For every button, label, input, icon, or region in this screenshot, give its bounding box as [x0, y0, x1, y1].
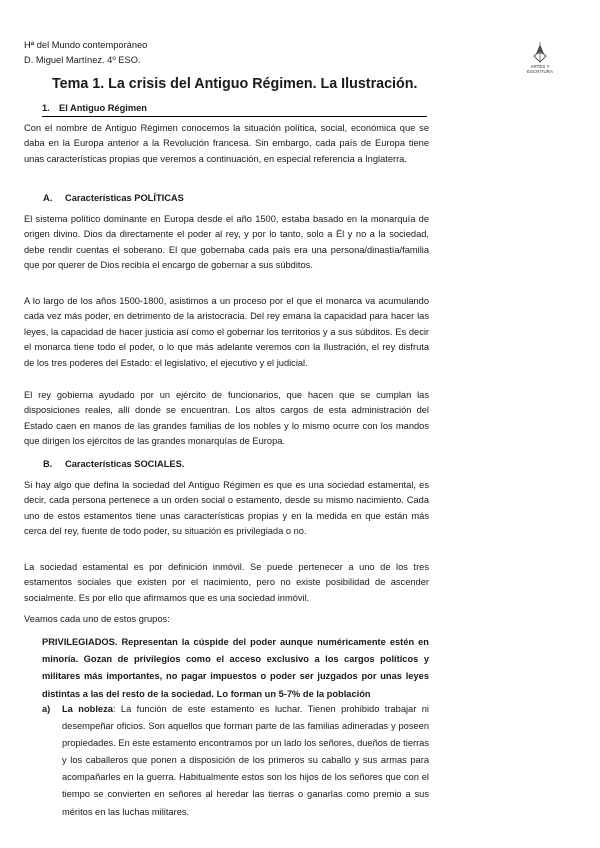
- section-number: 1.: [42, 103, 50, 113]
- paragraph: El sistema político dominante en Europa desde el año 1500, estaba basado en la monarquía de origen divino. Dios da directamente el poder al rey, y por lo tanto, solo a Él y no a la sociedad, debe rendir cuentas el soberano. El que gobernaba cada país era una persona/dinastía/familia que por querer de Dios recibía el encargo de gobernar a sus súbditos.: [24, 214, 429, 271]
- list-item-content: [62, 701, 429, 821]
- paragraph: La sociedad estamental es por definición inmóvil. Se puede pertenecer a uno de los tres estamentos sociales que existen por el nacimiento, pero no existe posibilidad de ascender socialmente. Es por ello que afirmamos que es una sociedad inmóvil.: [24, 562, 429, 603]
- paragraph: Si hay algo que defina la sociedad del Antiguo Régimen es que es una sociedad estamental, es decir, cada persona pertenece a un orden social o estamento, desde su mismo nacimiento. Cada uno de estos estamentos tiene unas características propias y en la medida en que están más cerca del rey, fuente de todo poder, su situación es privilegiada o no.: [24, 480, 429, 537]
- section-heading: [42, 103, 427, 117]
- logo-lettering: ARTES Y ESCRITURA: [526, 64, 553, 74]
- section-title: El Antiguo Régimen: [59, 103, 147, 113]
- subsection-heading-b: [43, 459, 184, 469]
- paragraph: A lo largo de los años 1500-1800, asistimos a un proceso por el que el monarca va acumulando cada vez más poder, en detrimento de la aristocracia. Del rey emana la capacidad para hacer las leyes, la capacidad de hacer justicia así como el gobernar los territorios y a sus súbditos. Es decir el monarca tiene todo el poder, o lo que más adelante veremos con la Ilustración, el rey disfruta de los tres poderes del Estado: el legislativo, el ejecutivo y el judicial.: [24, 296, 429, 368]
- course-name: Hª del Mundo contemporáneo: [24, 40, 148, 50]
- subsection-letter: B.: [43, 459, 53, 469]
- subsection-heading-a: [43, 193, 184, 203]
- subsection-title: Características SOCIALES.: [65, 459, 185, 469]
- teacher-name: D. Miguel Martínez. 4º ESO.: [24, 55, 141, 65]
- list-item-lead: La nobleza: [62, 704, 113, 714]
- document-header: [24, 38, 147, 68]
- page-title: Tema 1. La crisis del Antiguo Régimen. La Ilustración.: [52, 76, 418, 92]
- paragraph: El rey gobierna ayudado por un ejército de funcionarios, que hacen que se cumplan las disposiciones reales, allí donde se encuentran. Los altos cargos de esta administración del Estado caen en manos de las grandes familias de los nobles y lo mismo ocurre con los mandos que dirigen los ejércitos de las grandes monarquías de Europa.: [24, 390, 429, 447]
- list-item-text: : La función de este estamento es luchar. Tienen prohibido trabajar ni desempeñar oficios. Son aquellos que forman parte de las familias adineradas y poseen propiedades. En este estamento encontramos por un lado los señores, dueños de tierras y los caballeros que ponen a disposición de los primeros su caballo y sus armas para acompañarles en la guerra. Habitualmente estos son los hijos de los señores que con el tiempo se convierten en señores al heredar las tierras o ganarlas como premio a sus méritos en las luchas militares.: [62, 704, 429, 817]
- intro-paragraph: Con el nombre de Antiguo Régimen conocemos la situación política, social, económica que se daba en la Europa anterior a la Revolución francesa. Sin embargo, cada país de Europa tiene unas características propias que veremos a continuación, en especial referencia a Inglaterra.: [24, 123, 429, 164]
- subsection-letter: A.: [43, 193, 53, 203]
- list-marker: a): [42, 704, 51, 714]
- paragraph: Veamos cada uno de estos grupos:: [24, 614, 170, 624]
- privilegiados-paragraph: PRIVILEGIADOS. Representan la cúspide del poder aunque numéricamente estén en minoría. Gozan de privilegios como el acceso exclusivo a los cargos políticos y militares más importantes, no pagar impuestos o poder ser juzgados por unas leyes distintas a las del resto de la sociedad. Lo forman un 5-7% de la población: [42, 637, 429, 699]
- subsection-title: Características POLÍTICAS: [65, 193, 184, 203]
